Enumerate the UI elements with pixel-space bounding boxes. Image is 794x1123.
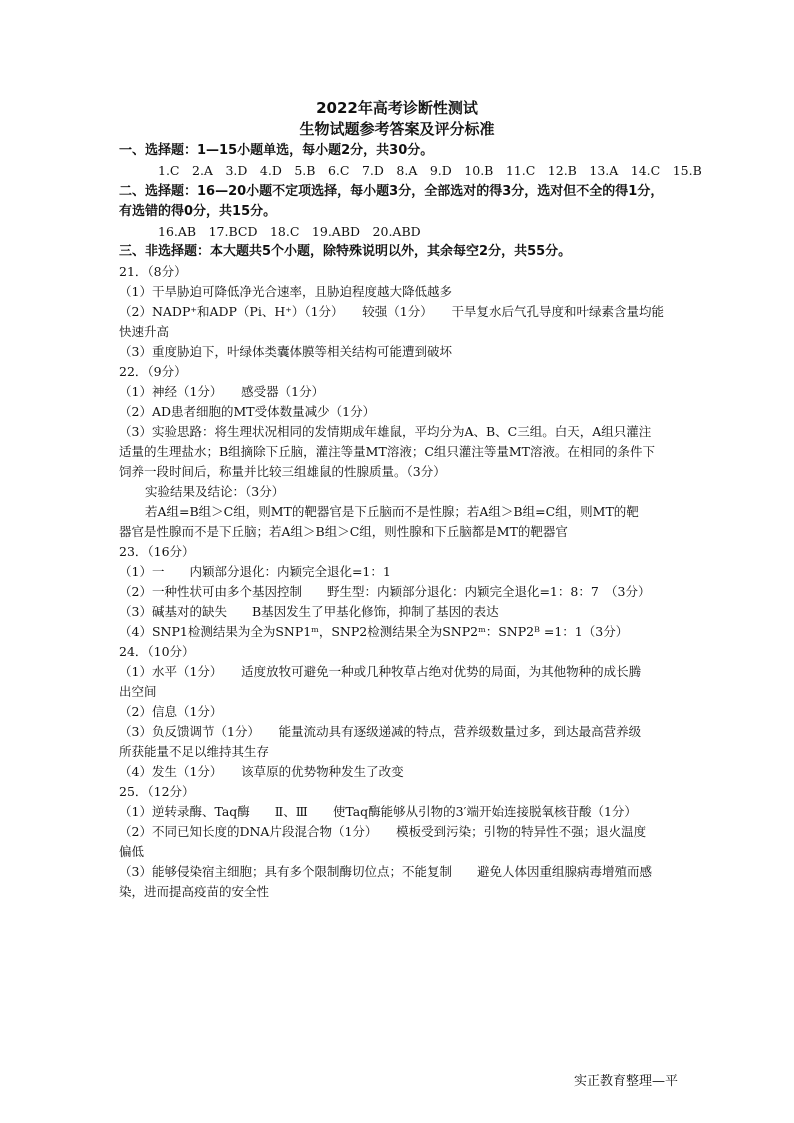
section-heading-3: 三、非选择题：本大题共5个小题，除特殊说明以外，其余每空2分，共55分。 xyxy=(119,244,572,259)
page-subtitle: 生物试题参考答案及评分标准 xyxy=(299,120,495,138)
answer-line: 饲养一段时间后，称量并比较三组雄鼠的性腺质量。（3分） xyxy=(119,464,446,479)
question-22-header: 22．（9分） xyxy=(119,364,187,379)
answer-line: （1）一 内颖部分退化：内颖完全退化=1：1 xyxy=(119,564,391,579)
answer-line: （4）SNP1检测结果为全为SNP1ᵐ，SNP2检测结果全为SNP2ᵐ：SNP2ᴮ =1：1（3分） xyxy=(119,624,629,639)
answer-line: （1）水平（1分） 适度放牧可避免一种或几种牧草占绝对优势的局面，为其他物种的成长腾 xyxy=(119,664,642,679)
answer-line: （3）能够侵染宿主细胞；具有多个限制酶切位点；不能复制 避免人体因重组腺病毒增殖而感 xyxy=(119,864,652,879)
answer-line: （2）NADP⁺和ADP（Pi、H⁺）（1分） 较强（1分） 干旱复水后气孔导度和叶绿素含量均能 xyxy=(119,304,664,319)
answer-line: 所获能量不足以维持其生存 xyxy=(119,744,270,759)
answer-line: （1）干旱胁迫可降低净光合速率，且胁迫程度越大降低越多 xyxy=(119,284,452,299)
answer-line: 适量的生理盐水；B组摘除下丘脑，灌注等量MT溶液；C组只灌注等量MT溶液。在相同的条件下 xyxy=(119,444,656,459)
answer-line: （2）信息（1分） xyxy=(119,704,223,719)
answer-line: 染，进而提高疫苗的安全性 xyxy=(119,884,270,899)
answer-line: 实验结果及结论：（3分） xyxy=(145,484,285,499)
question-25-header: 25．（12分） xyxy=(119,784,195,799)
question-23-header: 23．（16分） xyxy=(119,544,195,559)
answer-line: （3）实验思路：将生理状况相同的发情期成年雄鼠，平均分为A、B、C三组。白天，A组只灌注 xyxy=(119,424,652,439)
section-heading-1: 一、选择题：1—15小题单选，每小题2分，共30分。 xyxy=(119,143,434,158)
answer-line: 器官是性腺而不是下丘脑；若A组＞B组＞C组，则性腺和下丘脑都是MT的靶器官 xyxy=(119,524,568,539)
answer-line: 快速升高 xyxy=(119,324,170,339)
question-24-header: 24．（10分） xyxy=(119,644,195,659)
answer-line: （3）碱基对的缺失 B基因发生了甲基化修饰，抑制了基因的表达 xyxy=(119,604,499,619)
question-21-header: 21．（8分） xyxy=(119,264,187,279)
answers-1-15: 1.C 2.A 3.D 4.D 5.B 6.C 7.D 8.A 9.D 10.B 11.C 12.B 13.A 14.C 15.B xyxy=(158,163,702,178)
answer-line: （4）发生（1分） 该草原的优势物种发生了改变 xyxy=(119,764,404,779)
answer-line: （3）重度胁迫下，叶绿体类囊体膜等相关结构可能遭到破坏 xyxy=(119,344,452,359)
section-heading-2: 二、选择题：16—20小题不定项选择，每小题3分，全部选对的得3分，选对但不全的得1分， xyxy=(119,184,664,199)
answers-16-20: 16.AB 17.BCD 18.C 19.ABD 20.ABD xyxy=(158,224,421,239)
answer-line: （1）神经（1分） 感受器（1分） xyxy=(119,384,325,399)
answer-line: （2）一种性状可由多个基因控制 野生型：内颖部分退化：内颖完全退化=1：8：7 （3分） xyxy=(119,584,651,599)
answer-line: 偏低 xyxy=(119,844,145,859)
answer-line: （2）AD患者细胞的MT受体数量减少（1分） xyxy=(119,404,376,419)
section-heading-2-cont: 有选错的得0分，共15分。 xyxy=(119,204,277,219)
page-title: 2022年高考诊断性测试 xyxy=(316,99,478,117)
answer-line: （1）逆转录酶、Taq酶 Ⅱ、Ⅲ 使Taq酶能够从引物的3′端开始连接脱氧核苷酸（1分） xyxy=(119,804,637,819)
answer-line: （2）不同已知长度的DNA片段混合物（1分） 模板受到污染；引物的特异性不强；退火温度 xyxy=(119,824,647,839)
answer-line: 若A组=B组＞C组，则MT的靶器官是下丘脑而不是性腺；若A组＞B组=C组，则MT的靶 xyxy=(145,504,639,519)
answer-line: 出空间 xyxy=(119,684,157,699)
answer-line: （3）负反馈调节（1分） 能量流动具有逐级递减的特点，营养级数量过多，到达最高营养级 xyxy=(119,724,642,739)
page-footer: 实正教育整理—平 xyxy=(574,1074,679,1089)
